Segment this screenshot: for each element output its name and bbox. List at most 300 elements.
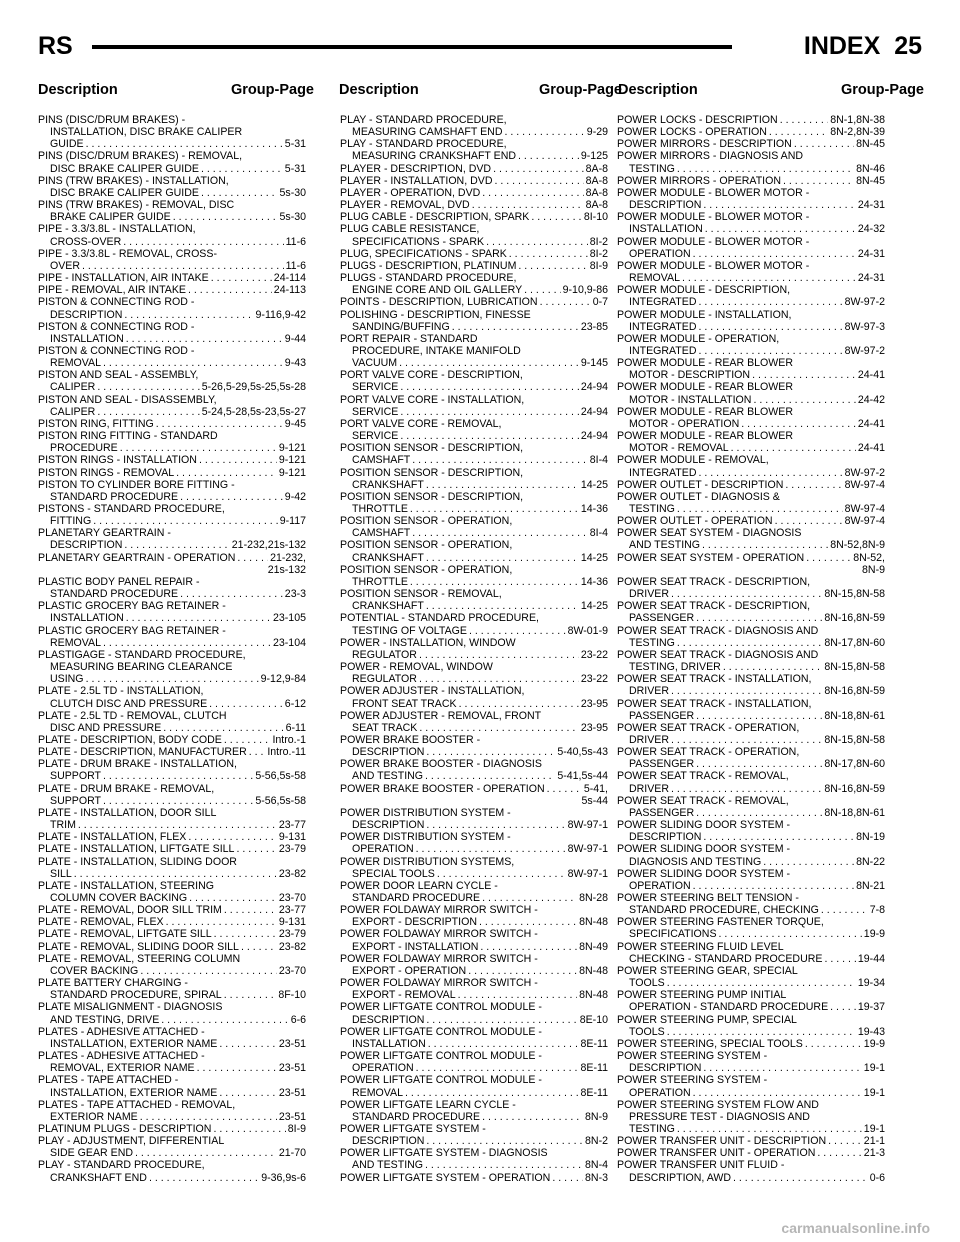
entry-group-page: 5-56,5s-58 xyxy=(255,794,306,807)
entry-description-tail: INTEGRATED xyxy=(629,344,697,357)
entry-description-line: POWER STEERING GEAR, SPECIAL xyxy=(617,964,798,977)
leader-dots xyxy=(180,491,283,503)
leader-dots xyxy=(412,454,587,466)
entry-group-page: 24-31 xyxy=(857,247,885,260)
index-entry xyxy=(340,1172,608,1184)
entry-group-page: 23-85 xyxy=(580,320,608,333)
leader-dots xyxy=(161,1014,288,1026)
entry-group-page: 9-145 xyxy=(580,357,608,370)
entry-group-page-continued: 5s-44 xyxy=(581,794,608,807)
leader-dots xyxy=(677,637,822,649)
entry-description-tail: INTEGRATED xyxy=(629,466,697,479)
entry-leader-line xyxy=(38,1038,306,1050)
entry-leader-line xyxy=(340,430,608,442)
leader-dots xyxy=(188,284,272,296)
leader-dots xyxy=(426,600,579,612)
entry-leader-line xyxy=(38,442,306,454)
entry-group-page: 8N-17,8N-60 xyxy=(824,636,885,649)
entry-description-tail: DISC AND PRESSURE xyxy=(50,721,162,734)
entry-leader-line xyxy=(340,552,608,564)
entry-description-line: PIPE - 3.3/3.8L - INSTALLATION, xyxy=(38,223,196,236)
leader-dots xyxy=(412,527,587,539)
entry-leader-line xyxy=(617,138,885,150)
index-entry xyxy=(617,552,885,576)
entry-leader-line xyxy=(617,163,885,175)
index-entry xyxy=(38,831,306,843)
entry-group-page: 8W-97-2 xyxy=(844,466,885,479)
section-code: RS xyxy=(38,32,73,60)
leader-dots xyxy=(74,868,277,880)
entry-leader-line xyxy=(617,467,885,479)
entry-leader-line xyxy=(38,734,306,746)
entry-description-line: PORT REPAIR - STANDARD xyxy=(340,332,478,345)
entry-description-tail: DESCRIPTION xyxy=(50,539,123,552)
entry-description-tail: OPERATION xyxy=(629,879,691,892)
entry-description-tail: DESCRIPTION xyxy=(629,831,702,844)
entry-group-page: 8N-16,8N-59 xyxy=(824,782,885,795)
entry-group-page: 8E-11 xyxy=(580,1037,608,1050)
leader-dots xyxy=(426,552,579,564)
entry-leader-line xyxy=(617,1062,885,1074)
leader-dots xyxy=(696,612,822,624)
entry-group-page: 8N-45 xyxy=(856,138,885,151)
entry-description-line: MEASURING BEARING CLEARANCE xyxy=(50,661,233,674)
entry-group-page: 21-232,21s-132 xyxy=(231,539,306,552)
leader-dots xyxy=(677,1123,862,1135)
index-entry xyxy=(617,1074,885,1098)
index-entry xyxy=(340,223,608,247)
entry-group-page: 8N-15,8N-58 xyxy=(824,588,885,601)
index-entry xyxy=(340,248,608,260)
description-heading: Description xyxy=(38,82,118,98)
entry-group-page: 8W-97-4 xyxy=(844,515,885,528)
entry-description-tail: PLUG, SPECIFICATIONS - SPARK xyxy=(340,247,507,260)
entry-description-line: PLATES - ADHESIVE ATTACHED - xyxy=(38,1025,205,1038)
entry-leader-line xyxy=(617,503,885,515)
entry-group-page: 8N-52,8N-9 xyxy=(830,539,885,552)
entry-description-tail: TESTING, DRIVER xyxy=(629,661,721,674)
index-entry xyxy=(38,916,306,928)
entry-description-tail: PLUG CABLE - DESCRIPTION, SPARK xyxy=(340,211,530,224)
index-entry xyxy=(340,1099,608,1123)
index-entry xyxy=(38,1135,306,1159)
index-entry xyxy=(340,175,608,187)
entry-leader-line xyxy=(38,552,306,564)
index-entry xyxy=(38,467,306,479)
leader-dots xyxy=(693,248,856,260)
entry-description-tail: EXPORT - INSTALLATION xyxy=(352,940,479,953)
index-entry xyxy=(617,746,885,770)
entry-group-page: 8N-48 xyxy=(579,989,608,1002)
index-entry xyxy=(617,126,885,138)
index-entry xyxy=(38,1001,306,1025)
entry-description-line: POWER DISTRIBUTION SYSTEMS, xyxy=(340,855,515,868)
index-entry xyxy=(340,807,608,831)
entry-leader-line xyxy=(38,515,306,527)
entry-leader-line xyxy=(617,199,885,211)
entry-description-tail: REMOVAL xyxy=(629,272,681,285)
index-entry xyxy=(617,1038,885,1050)
entry-description-tail: PASSENGER xyxy=(629,709,695,722)
entry-leader-line xyxy=(340,770,608,782)
entry-leader-line xyxy=(38,381,306,393)
entry-description-tail: INSTALLATION xyxy=(50,332,124,345)
entry-group-page: 11-6 xyxy=(285,235,306,248)
entry-description-tail: INSTALLATION xyxy=(352,1037,426,1050)
entry-group-page: 14-36 xyxy=(580,575,608,588)
column-header-2 xyxy=(339,82,622,98)
leader-dots xyxy=(426,1135,583,1147)
leader-dots xyxy=(482,892,577,904)
entry-description-tail: PLAYER - DESCRIPTION, DVD xyxy=(340,162,492,175)
entry-group-page: 8W-97-2 xyxy=(844,296,885,309)
entry-description-tail: PLANETARY GEARTRAIN - OPERATION xyxy=(38,551,236,564)
leader-dots xyxy=(469,625,566,637)
entry-description-line: PISTON & CONNECTING ROD - xyxy=(38,320,195,333)
leader-dots xyxy=(149,1172,259,1184)
leader-dots xyxy=(180,588,283,600)
entry-description-tail: THROTTLE xyxy=(352,575,408,588)
entry-leader-line xyxy=(38,916,306,928)
entry-group-page: 23-51 xyxy=(278,1037,306,1050)
entry-leader-line xyxy=(617,612,885,624)
entry-group-page: 19-34 xyxy=(857,977,885,990)
entry-description-line: POWER LIFTGATE CONTROL MODULE - xyxy=(340,1050,542,1063)
index-column-3 xyxy=(617,114,885,1184)
entry-leader-line xyxy=(38,637,306,649)
entry-leader-line xyxy=(340,1111,608,1123)
entry-group-page: 5-24,5-28,5s-23,5s-27 xyxy=(201,405,306,418)
entry-leader-line xyxy=(340,989,608,1001)
entry-group-page: 9-42 xyxy=(284,490,306,503)
entry-group-page: 9-116,9-42 xyxy=(255,308,306,321)
entry-leader-line xyxy=(617,758,885,770)
leader-dots xyxy=(699,321,843,333)
entry-description-line: PLATE - DRUM BRAKE - INSTALLATION, xyxy=(38,758,237,771)
entry-description-line: PLATE - DRUM BRAKE - REMOVAL, xyxy=(38,782,215,795)
entry-description-tail: STANDARD PROCEDURE xyxy=(50,490,179,503)
entry-leader-line xyxy=(38,1111,306,1123)
index-entry xyxy=(340,163,608,175)
entry-leader-line xyxy=(38,357,306,369)
leader-dots xyxy=(785,479,842,491)
entry-description-tail: PASSENGER xyxy=(629,612,695,625)
leader-dots xyxy=(428,1038,579,1050)
entry-description-line: POWER - REMOVAL, WINDOW xyxy=(340,661,493,674)
entry-leader-line xyxy=(617,223,885,235)
entry-description-line: POWER MODULE - REMOVAL, xyxy=(617,454,769,467)
entry-description-tail: PISTON RING, FITTING xyxy=(38,417,154,430)
entry-description-tail: EXTERIOR NAME xyxy=(50,1110,138,1123)
entry-leader-line xyxy=(617,904,885,916)
page-header xyxy=(38,32,922,66)
entry-group-page: 24-41 xyxy=(857,369,885,382)
entry-description-tail: STANDARD PROCEDURE, CHECKING xyxy=(629,904,819,917)
entry-leader-line xyxy=(617,1038,885,1050)
entry-description-line: PLATE - INSTALLATION, DOOR SILL xyxy=(38,806,217,819)
leader-dots xyxy=(693,1087,862,1099)
index-entry xyxy=(617,795,885,819)
index-entry xyxy=(617,187,885,211)
index-entry xyxy=(38,296,306,320)
entry-description-line: PLANETARY GEARTRAIN - xyxy=(38,527,171,540)
entry-description-line: PLATE BATTERY CHARGING - xyxy=(38,977,188,990)
index-entry xyxy=(340,272,608,296)
entry-description-tail: POINTS - DESCRIPTION, LUBRICATION xyxy=(340,296,538,309)
group-page-heading: Group-Page xyxy=(539,82,622,98)
index-entry xyxy=(38,199,306,223)
entry-description-tail: PLATE - REMOVAL, LIFTGATE SILL xyxy=(38,928,212,941)
leader-dots xyxy=(103,795,253,807)
index-entry xyxy=(617,430,885,454)
index-entry xyxy=(38,843,306,855)
leader-dots xyxy=(249,746,266,758)
entry-group-page: 23-95 xyxy=(580,697,608,710)
entry-description-tail: DRIVER xyxy=(629,588,670,601)
entry-group-page: 8I-4 xyxy=(589,454,608,467)
entry-description-line: PLASTIGAGE - STANDARD PROCEDURE, xyxy=(38,648,246,661)
index-entry xyxy=(38,454,306,466)
entry-leader-line xyxy=(340,783,608,795)
entry-group-page: 24-114 xyxy=(273,272,306,285)
entry-group-page: 9-36,9s-6 xyxy=(261,1171,306,1184)
entry-description-line: PISTON & CONNECTING ROD - xyxy=(38,296,195,309)
entry-description-tail: PROCEDURE xyxy=(50,442,118,455)
entry-description-tail: AND TESTING xyxy=(352,770,424,783)
entry-group-page: 21-1 xyxy=(863,1135,885,1148)
entry-group-page: 8N-52, xyxy=(853,551,885,564)
leader-dots xyxy=(437,868,566,880)
leader-dots xyxy=(201,187,278,199)
leader-dots xyxy=(753,394,855,406)
entry-description-tail: POWER LOCKS - OPERATION xyxy=(617,126,767,139)
index-entry xyxy=(617,479,885,491)
entry-description-tail: POWER TRANSFER UNIT - DESCRIPTION xyxy=(617,1135,827,1148)
leader-dots xyxy=(719,928,862,940)
entry-leader-line xyxy=(38,770,306,782)
entry-description-line: POWER MODULE - BLOWER MOTOR - xyxy=(617,259,810,272)
leader-dots xyxy=(671,588,822,600)
leader-dots xyxy=(188,831,277,843)
entry-description-line: PLATES - TAPE ATTACHED - REMOVAL, xyxy=(38,1098,236,1111)
entry-description-line: PLAY - ADJUSTMENT, DIFFERENTIAL xyxy=(38,1135,225,1148)
entry-group-page: 8N-22 xyxy=(856,855,885,868)
index-entry xyxy=(617,150,885,174)
leader-dots xyxy=(197,1062,277,1074)
entry-leader-line xyxy=(340,187,608,199)
entry-description-line: PLASTIC BODY PANEL REPAIR - xyxy=(38,575,200,588)
entry-description-tail: DESCRIPTION xyxy=(352,1013,425,1026)
index-entry xyxy=(340,1147,608,1171)
entry-description-tail: AND TESTING xyxy=(629,539,701,552)
leader-dots xyxy=(723,661,823,673)
entry-description-tail: PLAYER - INSTALLATION, DVD xyxy=(340,174,493,187)
entry-description-tail: EXPORT - OPERATION xyxy=(352,964,467,977)
leader-dots xyxy=(699,467,843,479)
leader-dots xyxy=(752,369,856,381)
leader-dots xyxy=(806,552,851,564)
entry-description-line: POWER SEAT TRACK - OPERATION, xyxy=(617,721,800,734)
entry-description-line: PISTON & CONNECTING ROD - xyxy=(38,344,195,357)
entry-group-page: 23-82 xyxy=(278,867,306,880)
entry-description-tail: FITTING xyxy=(50,515,92,528)
entry-group-page: 14-25 xyxy=(580,551,608,564)
header-rule xyxy=(92,45,732,49)
entry-group-page: 23-79 xyxy=(278,843,306,856)
entry-group-page: 21-70 xyxy=(278,1147,306,1160)
entry-description-tail: DRIVER xyxy=(629,782,670,795)
leader-dots xyxy=(173,211,278,223)
entry-group-page: 21-3 xyxy=(863,1147,885,1160)
index-entry xyxy=(617,381,885,405)
leader-dots xyxy=(482,187,583,199)
entry-group-page: 9-121 xyxy=(278,442,306,455)
index-entry xyxy=(38,1074,306,1098)
entry-group-page: 5-41,5s-44 xyxy=(557,770,608,783)
leader-dots xyxy=(824,953,855,965)
entry-group-page: 8N-17,8N-60 xyxy=(824,758,885,771)
leader-dots xyxy=(677,163,854,175)
entry-description-tail: STANDARD PROCEDURE xyxy=(50,588,179,601)
entry-description-line: PINS (DISC/DRUM BRAKES) - xyxy=(38,114,186,126)
entry-description-line: POSITION SENSOR - DESCRIPTION, xyxy=(340,466,524,479)
entry-group-page: 8A-8 xyxy=(585,199,608,212)
leader-dots xyxy=(93,515,277,527)
entry-leader-line xyxy=(617,783,885,795)
leader-dots xyxy=(124,539,229,551)
page-title: INDEX xyxy=(803,32,881,60)
group-page-heading: Group-Page xyxy=(841,82,924,98)
entry-leader-line xyxy=(617,552,885,564)
entry-group-page: 9-43 xyxy=(284,357,306,370)
leader-dots xyxy=(702,539,828,551)
entry-description-tail: PLATE - DESCRIPTION, MANUFACTURER xyxy=(38,746,247,759)
entry-leader-line xyxy=(38,467,306,479)
index-entry xyxy=(340,734,608,758)
index-entry xyxy=(38,576,306,600)
entry-description-line: PLAY - STANDARD PROCEDURE, xyxy=(38,1159,205,1172)
leader-dots xyxy=(682,272,856,284)
entry-group-page: 9-121 xyxy=(278,466,306,479)
entry-description-line: PISTON TO CYLINDER BORE FITTING - xyxy=(38,478,235,491)
entry-description-line: PINS (TRW BRAKES) - REMOVAL, DISC xyxy=(38,199,235,212)
entry-description-tail: POWER BRAKE BOOSTER - OPERATION xyxy=(340,782,545,795)
leader-dots xyxy=(224,904,277,916)
index-entry xyxy=(340,369,608,393)
leader-dots xyxy=(763,856,854,868)
entry-description-line: PIPE - 3.3/3.8L - REMOVAL, CROSS- xyxy=(38,247,217,260)
entry-group-page: 8N-21 xyxy=(856,879,885,892)
leader-dots xyxy=(677,503,843,515)
index-entry xyxy=(38,175,306,199)
index-entry xyxy=(340,187,608,199)
entry-group-page: 19-9 xyxy=(863,928,885,941)
entry-leader-line xyxy=(340,406,608,418)
leader-dots xyxy=(219,1038,277,1050)
description-heading: Description xyxy=(339,82,419,98)
entry-leader-line xyxy=(617,1123,885,1135)
entry-description-tail: PLATE - INSTALLATION, FLEX xyxy=(38,831,187,844)
entry-group-page: 23-70 xyxy=(278,964,306,977)
entry-leader-line xyxy=(38,989,306,1001)
entry-leader-line xyxy=(617,1172,885,1184)
entry-leader-line xyxy=(340,527,608,539)
entry-description-tail: PLATE - REMOVAL, FLEX xyxy=(38,916,164,929)
index-entry xyxy=(38,1026,306,1050)
leader-dots xyxy=(696,807,822,819)
entry-description-tail: MOTOR - REMOVAL xyxy=(629,442,729,455)
entry-group-page: 24-31 xyxy=(857,272,885,285)
entry-leader-line xyxy=(340,868,608,880)
leader-dots xyxy=(416,843,566,855)
entry-leader-line xyxy=(340,199,608,211)
entry-description-line: POWER DOOR LEARN CYCLE - xyxy=(340,879,498,892)
leader-dots xyxy=(400,381,579,393)
entry-description-tail: CRANKSHAFT xyxy=(352,478,424,491)
entry-description-line: POWER DISTRIBUTION SYSTEM - xyxy=(340,806,511,819)
index-entry xyxy=(340,296,608,308)
index-entry xyxy=(617,965,885,989)
entry-description-tail: MOTOR - DESCRIPTION xyxy=(629,369,751,382)
entry-leader-line xyxy=(617,369,885,381)
entry-leader-line xyxy=(340,248,608,260)
entry-group-page: 23-77 xyxy=(278,819,306,832)
entry-group-page: 5s-30 xyxy=(279,211,306,224)
entry-description-line: PORT VALVE CORE - REMOVAL, xyxy=(340,417,502,430)
entry-description-tail: DESCRIPTION xyxy=(629,1062,702,1075)
entry-leader-line xyxy=(617,272,885,284)
entry-group-page: 8W-97-1 xyxy=(567,843,608,856)
entry-description-tail: PASSENGER xyxy=(629,806,695,819)
entry-leader-line xyxy=(340,1062,608,1074)
leader-dots xyxy=(236,843,276,855)
entry-description-tail: OPERATION xyxy=(629,1086,691,1099)
index-entry xyxy=(38,856,306,880)
leader-dots xyxy=(419,722,579,734)
entry-group-page: 9-131 xyxy=(278,831,306,844)
column-header-1 xyxy=(38,82,314,98)
index-entry xyxy=(340,953,608,977)
entry-leader-line xyxy=(38,722,306,734)
entry-description-line: POWER STEERING SYSTEM FLOW AND xyxy=(617,1098,819,1111)
entry-description-tail: INTEGRATED xyxy=(629,296,697,309)
entry-leader-line xyxy=(340,211,608,223)
leader-dots xyxy=(241,941,277,953)
leader-dots xyxy=(103,637,271,649)
entry-group-page: 24-113 xyxy=(273,284,306,297)
index-entry xyxy=(617,211,885,235)
leader-dots xyxy=(547,783,582,795)
index-entry xyxy=(38,807,306,831)
index-entry xyxy=(340,904,608,928)
leader-dots xyxy=(82,260,284,272)
index-entry xyxy=(617,515,885,527)
entry-leader-line xyxy=(340,625,608,637)
entry-description-tail: PISTON RINGS - INSTALLATION xyxy=(38,454,197,467)
entry-leader-line xyxy=(38,965,306,977)
entry-leader-line xyxy=(617,1147,885,1159)
entry-leader-line xyxy=(340,357,608,369)
entry-description-tail: COLUMN COVER BACKING xyxy=(50,892,188,904)
index-entry xyxy=(617,1099,885,1135)
entry-leader-line xyxy=(38,1172,306,1184)
leader-dots xyxy=(671,783,822,795)
entry-leader-line xyxy=(340,916,608,928)
entry-description-line: POWER LIFTGATE SYSTEM - DIAGNOSIS xyxy=(340,1147,548,1160)
entry-group-page: 6-11 xyxy=(285,721,306,734)
entry-description-tail: INSTALLATION, EXTERIOR NAME xyxy=(50,1086,218,1099)
entry-leader-line xyxy=(340,600,608,612)
